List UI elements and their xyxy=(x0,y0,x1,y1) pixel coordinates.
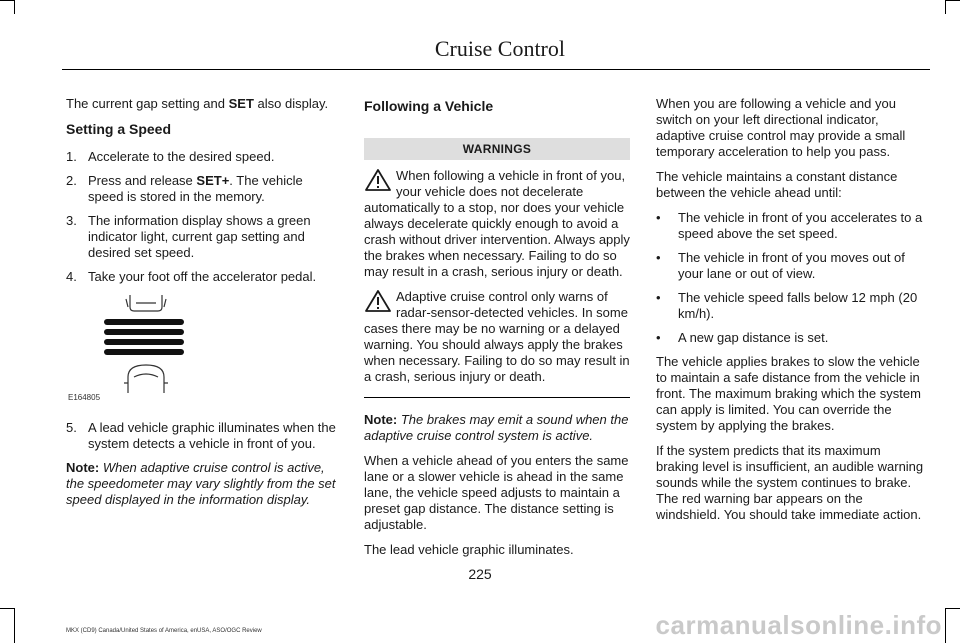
conditions-list xyxy=(656,210,926,346)
crop-mark xyxy=(14,608,15,643)
list-item: • A new gap distance is set. xyxy=(656,330,829,345)
list-item: 5. A lead vehicle graphic illuminates when the system detects a vehicle in front of you. xyxy=(66,420,336,451)
gap-bar xyxy=(104,349,184,355)
gap-distance-graphic xyxy=(66,293,336,408)
warning-paragraph: Adaptive cruise control only warns of radar-sensor-detected vehicles. In some cases there may be no warning or a delayed warning. You should always apply the brakes when necessary. Failing to do so may result in a crash, serious injury or death. xyxy=(364,289,630,384)
warning-triangle-icon xyxy=(364,168,392,192)
list-item: • The vehicle in front of you accelerates to a speed above the set speed. xyxy=(656,210,923,241)
crop-mark xyxy=(946,608,960,609)
body-paragraph: The lead vehicle graphic illuminates. xyxy=(364,542,574,557)
column-right xyxy=(656,96,926,532)
list-item: • The vehicle speed falls below 12 mph (20 km/h). xyxy=(656,290,918,321)
crop-mark xyxy=(0,0,14,1)
steps-list xyxy=(66,149,336,285)
list-item: 3. The information display shows a green indicator light, current gap setting and desired set speed. xyxy=(66,213,311,260)
body-paragraph: When you are following a vehicle and you switch on your left directional indicator, adaptive cruise control may provide a small temporary acceleration to help you pass. xyxy=(656,96,906,159)
own-vehicle-icon xyxy=(124,365,168,393)
warning-triangle-icon xyxy=(364,289,392,313)
list-item: 1. Accelerate to the desired speed. xyxy=(66,149,275,164)
list-item: 2. Press and release SET+. The vehicle speed is stored in the memory. xyxy=(66,173,303,204)
note-paragraph: Note: The brakes may emit a sound when the adaptive cruise control system is active. xyxy=(364,412,629,443)
body-paragraph: The vehicle applies brakes to slow the vehicle to maintain a safe distance from the vehicle in front. The maximum braking which the system can apply is limited. You can override the system by applying the brakes. xyxy=(656,354,921,433)
warnings-header: WARNINGS xyxy=(364,138,630,160)
page-title: Cruise Control xyxy=(434,36,565,61)
crop-mark xyxy=(0,608,14,609)
crop-mark xyxy=(946,0,960,1)
watermark: carmanualsonline.info xyxy=(655,610,942,640)
section-heading-setting-speed: Setting a Speed xyxy=(66,121,172,137)
intro-paragraph: The current gap setting and SET also display. xyxy=(66,96,329,111)
warning-paragraph: When following a vehicle in front of you, your vehicle does not decelerate automatically to a stop, nor does your vehicle always decelerate quickly enough to avoid a crash without driver intervention. Always apply the brakes when necessary. Failing to do so may result in a crash, serious injury or death. xyxy=(364,168,630,279)
gap-distance-figure xyxy=(66,293,336,408)
note-paragraph: Note: When adaptive cruise control is active, the speedometer may vary slightly from the set speed displayed in the information display. xyxy=(66,460,336,507)
body-paragraph: When a vehicle ahead of you enters the same lane or a slower vehicle is ahead in the same lane, the vehicle speed adjusts to maintain a preset gap distance. The distance setting is adjustable. xyxy=(364,453,629,532)
warnings-end-rule xyxy=(364,397,630,398)
gap-bar xyxy=(104,319,184,325)
list-item: 4. Take your foot off the accelerator pedal. xyxy=(66,269,317,284)
header-rule xyxy=(62,69,930,70)
crop-mark xyxy=(945,608,946,643)
list-item: • The vehicle in front of you moves out of your lane or out of view. xyxy=(656,250,905,281)
page-number: 225 xyxy=(468,566,492,582)
column-left xyxy=(66,96,336,517)
section-heading-following: Following a Vehicle xyxy=(364,98,494,114)
document-id: MKX (CD9) Canada/United States of America, enUSA, ASO/OGC Review xyxy=(66,628,262,634)
crop-mark xyxy=(14,0,15,14)
column-middle xyxy=(364,96,630,567)
crop-mark xyxy=(945,0,946,14)
body-paragraph: The vehicle maintains a constant distance between the vehicle ahead until: xyxy=(656,169,898,200)
steps-list-continued xyxy=(66,420,336,452)
lead-vehicle-icon xyxy=(126,295,166,311)
gap-bar xyxy=(104,329,184,335)
body-paragraph: If the system predicts that its maximum braking level is insufficient, an audible warning sounds while the system continues to brake. The red warning bar appears on the windshield. You should take immediate action. xyxy=(656,443,924,522)
gap-bar xyxy=(104,339,184,345)
figure-code: E164805 xyxy=(68,393,101,402)
